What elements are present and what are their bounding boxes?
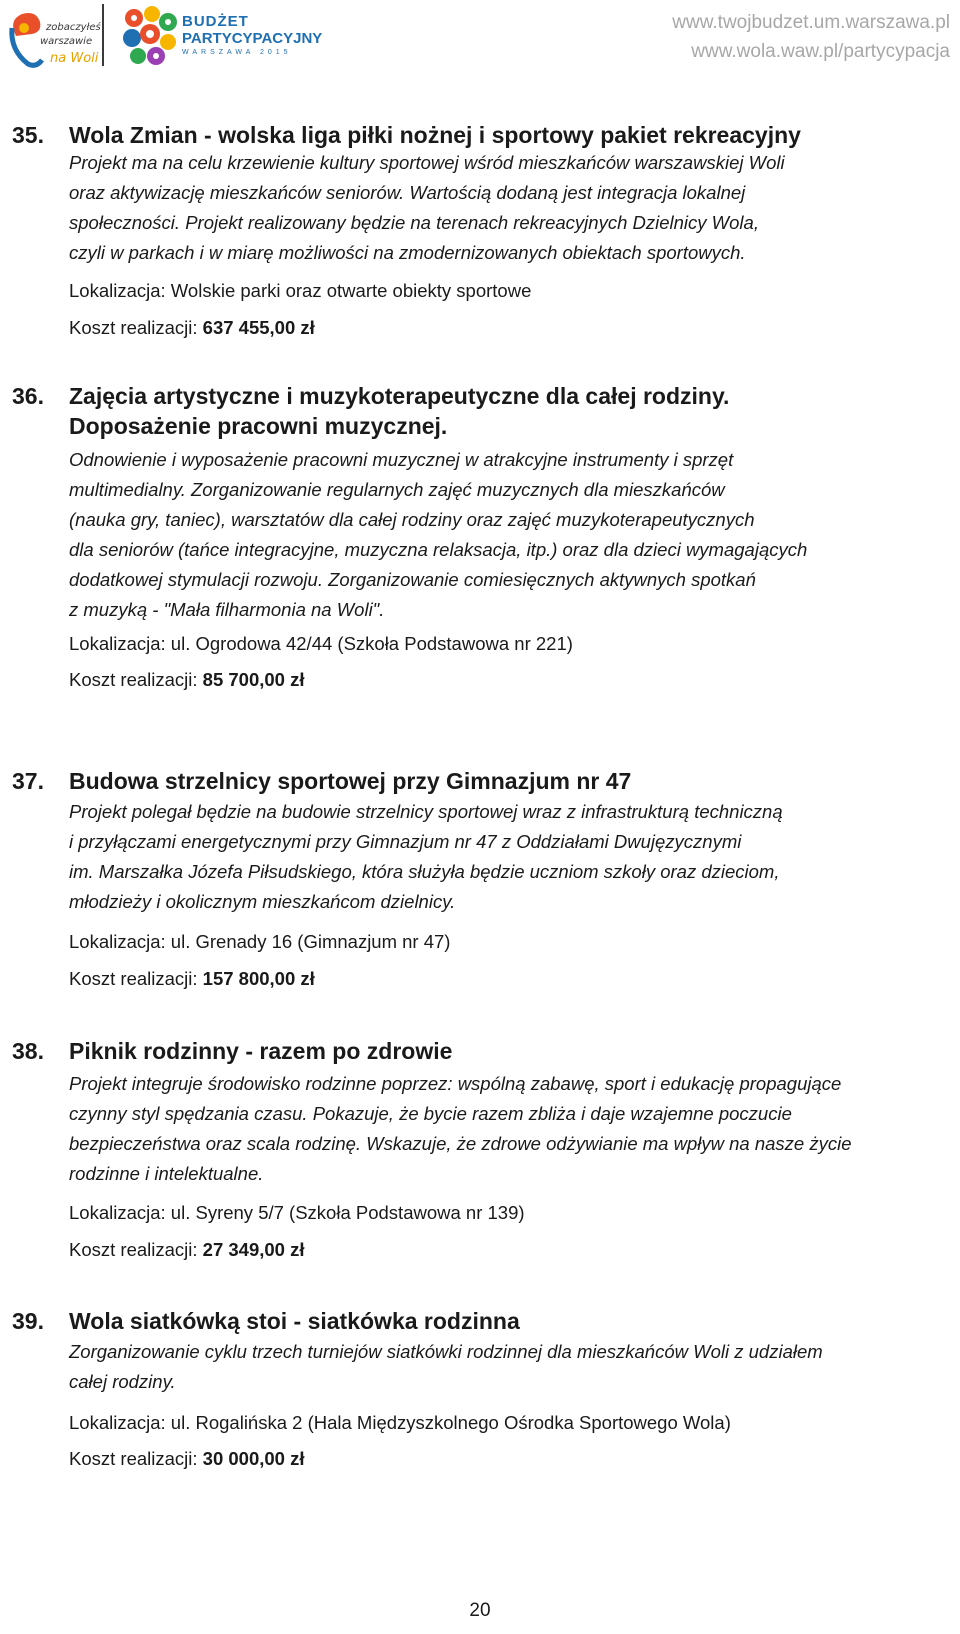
project-location: Lokalizacja: ul. Syreny 5/7 (Szkoła Podstawowa nr 139) <box>69 1202 525 1223</box>
project-cost <box>69 1446 305 1472</box>
logo-text-line2: warszawie <box>40 36 93 47</box>
project-number: 35. <box>12 122 44 148</box>
project-title: Budowa strzelnicy sportowej przy Gimnazjum nr 47 <box>69 768 632 794</box>
project-number: 39. <box>12 1308 44 1334</box>
logo-divider <box>102 4 104 66</box>
description-line: im. Marszałka Józefa Piłsudskiego, która służyła będzie uczniom szkoły oraz dzieciom, <box>69 861 780 882</box>
project-cost <box>69 667 305 693</box>
logo-title-line3: WARSZAWA 2015 <box>182 49 292 56</box>
project-cost <box>69 1237 305 1263</box>
description-line: (nauka gry, taniec), warsztatów dla całej rodziny oraz zajęć muzykoterapeutycznych <box>69 509 755 530</box>
cost-value: 85 700,00 zł <box>202 669 305 690</box>
description-line: całej rodziny. <box>69 1371 176 1392</box>
project-description <box>69 445 949 625</box>
title-line: Doposażenie pracowni muzycznej. <box>69 413 448 439</box>
description-line: czyli w parkach i w miarę możliwości na zmodernizowanych obiektach sportowych. <box>69 242 746 263</box>
budzet-partycypacyjny-logo <box>120 4 323 68</box>
cost-label: Koszt realizacji: <box>69 968 203 989</box>
cost-label: Koszt realizacji: <box>69 317 203 338</box>
description-line: Odnowienie i wyposażenie pracowni muzycznej w atrakcyjne instrumenty i sprzęt <box>69 449 734 470</box>
flower-logo-icon <box>120 4 180 68</box>
header-urls <box>672 8 950 66</box>
project-title: Wola Zmian - wolska liga piłki nożnej i sportowy pakiet rekreacyjny <box>69 122 801 148</box>
project-number: 38. <box>12 1038 44 1064</box>
cost-value: 27 349,00 zł <box>202 1239 305 1260</box>
description-line: oraz aktywizację mieszkańców seniorów. Wartością dodaną jest integracja lokalnej <box>69 182 746 203</box>
cost-value: 637 455,00 zł <box>202 317 315 338</box>
description-line: rodzinne i intelektualne. <box>69 1163 264 1184</box>
logo-text-line1: zobaczyłeś <box>46 22 101 33</box>
description-line: multimedialny. Zorganizowanie regularnych zajęć muzycznych dla mieszkańców <box>69 479 725 500</box>
url-twojbudzet[interactable]: www.twojbudzet.um.warszawa.pl <box>672 12 950 33</box>
project-title: Wola siatkówką stoi - siatkówka rodzinna <box>69 1308 520 1334</box>
description-line: czynny styl spędzania czasu. Pokazuje, że bycie razem zbliża i daje wzajemne poczucie <box>69 1103 792 1124</box>
project-description <box>69 797 949 917</box>
description-line: Zorganizowanie cyklu trzech turniejów siatkówki rodzinnej dla mieszkańców Woli z udziałem <box>69 1341 823 1362</box>
description-line: Projekt ma na celu krzewienie kultury sportowej wśród mieszkańców warszawskiej Woli <box>69 152 785 173</box>
wola-logo <box>6 6 101 72</box>
cost-value: 30 000,00 zł <box>202 1448 305 1469</box>
page-number: 20 <box>469 1600 491 1621</box>
description-line: bezpieczeństwa oraz scala rodzinę. Wskazuje, że zdrowe odżywianie ma wpływ na nasze życie <box>69 1133 852 1154</box>
logo-title-line2: PARTYCYPACYJNY <box>182 30 323 47</box>
url-wola-partycypacja[interactable]: www.wola.waw.pl/partycypacja <box>691 41 950 62</box>
description-line: Projekt polegał będzie na budowie strzelnicy sportowej wraz z infrastrukturą techniczną <box>69 801 783 822</box>
project-location: Lokalizacja: ul. Grenady 16 (Gimnazjum nr 47) <box>69 931 451 952</box>
description-line: społeczności. Projekt realizowany będzie na terenach rekreacyjnych Dzielnicy Wola, <box>69 212 759 233</box>
project-description <box>69 148 949 268</box>
cost-label: Koszt realizacji: <box>69 669 203 690</box>
description-line: i przyłączami energetycznymi przy Gimnazjum nr 47 z Oddziałami Dwujęzycznymi <box>69 831 742 852</box>
project-number: 37. <box>12 768 44 794</box>
project-location: Lokalizacja: ul. Rogalińska 2 (Hala Międzyszkolnego Ośrodka Sportowego Wola) <box>69 1412 731 1433</box>
page-header <box>0 0 960 80</box>
project-location: Lokalizacja: ul. Ogrodowa 42/44 (Szkoła Podstawowa nr 221) <box>69 633 573 654</box>
project-cost <box>69 315 315 341</box>
project-title <box>69 381 949 441</box>
logo-text-line3: na Woli <box>50 51 99 66</box>
project-title: Piknik rodzinny - razem po zdrowie <box>69 1038 453 1064</box>
title-line: Zajęcia artystyczne i muzykoterapeutyczne dla całej rodziny. <box>69 383 730 409</box>
project-description <box>69 1069 949 1189</box>
cost-label: Koszt realizacji: <box>69 1448 203 1469</box>
description-line: z muzyką - "Mała filharmonia na Woli". <box>69 599 385 620</box>
project-cost <box>69 966 315 992</box>
wola-logo-icon <box>6 6 101 72</box>
project-location: Lokalizacja: Wolskie parki oraz otwarte obiekty sportowe <box>69 280 532 301</box>
description-line: dodatkowej stymulacji rozwoju. Zorganizowanie comiesięcznych aktywnych spotkań <box>69 569 756 590</box>
description-line: młodzieży i okolicznym mieszkańcom dzielnicy. <box>69 891 456 912</box>
project-description <box>69 1337 949 1397</box>
project-number: 36. <box>12 383 44 409</box>
cost-label: Koszt realizacji: <box>69 1239 203 1260</box>
cost-value: 157 800,00 zł <box>202 968 315 989</box>
description-line: Projekt integruje środowisko rodzinne poprzez: wspólną zabawę, sport i edukację propagujące <box>69 1073 842 1094</box>
description-line: dla seniorów (tańce integracyjne, muzyczna relaksacja, itp.) oraz dla dzieci wymagających <box>69 539 808 560</box>
logo-title-line1: BUDŻET <box>182 13 249 30</box>
